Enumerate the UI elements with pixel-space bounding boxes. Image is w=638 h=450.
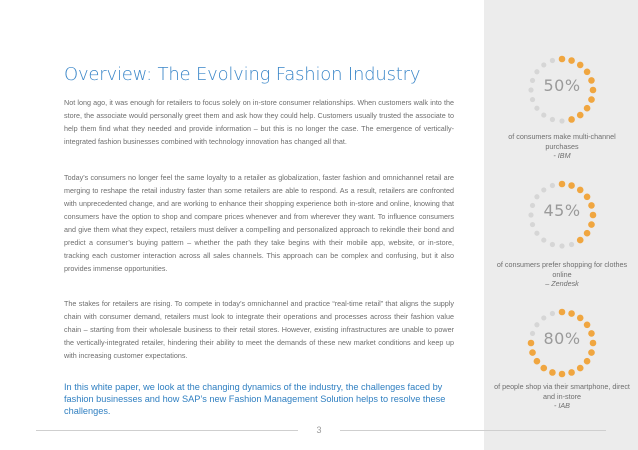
ring-dot-filled bbox=[584, 105, 591, 112]
ring-dot-filled bbox=[577, 237, 584, 244]
body-paragraph-2: Today’s consumers no longer feel the same loyalty to a retailer as globalization, faster fashion and omnichannel retail are merging to reshape the retail industry faster than some retailers are able to respond. As a result, retailers are confronted with unprecedented change, and are working to enhance their shopping experience both in-store and online, knowing that consumers have the option to shop and compare prices whenever and from wherever they want. To influence consumers and give them what they expect, retailers must deliver a compelling and personalized approach to rekindle their bond and predict a consumer’s buying pattern – whether the path they take begins with their mobile app, website, or in-store, tracking each customer interaction across all sales channels. This approach can be complex and confusing, but it also provides immense opportunities. bbox=[64, 173, 454, 273]
page-title: Overview: The Evolving Fashion Industry bbox=[64, 64, 421, 85]
page-number: 3 bbox=[316, 425, 322, 435]
ring-dot-filled bbox=[577, 62, 584, 69]
ring-dot-empty bbox=[550, 311, 555, 316]
ring-dot-empty bbox=[534, 106, 539, 111]
ring-dot-filled bbox=[549, 369, 556, 376]
ring-dot-filled bbox=[577, 315, 584, 322]
stat-caption-text: of consumers prefer shopping for clothes online bbox=[496, 260, 628, 279]
ring-dot-empty bbox=[541, 315, 546, 320]
ring-dot-filled bbox=[568, 369, 575, 376]
ring-dot-filled bbox=[559, 181, 566, 188]
ring-dot-filled bbox=[568, 182, 575, 189]
ring-dot-filled bbox=[559, 371, 566, 378]
ring-dot-filled bbox=[568, 57, 575, 64]
ring-dot-empty bbox=[541, 237, 546, 242]
progress-ring bbox=[524, 52, 600, 128]
ring-dot-empty bbox=[559, 243, 564, 248]
ring-dot-filled bbox=[529, 349, 536, 356]
ring-dot-filled bbox=[584, 321, 591, 328]
ring-dot-filled bbox=[588, 349, 595, 356]
ring-dot-empty bbox=[534, 322, 539, 327]
ring-dot-filled bbox=[559, 309, 566, 316]
ring-dot-filled bbox=[588, 221, 595, 228]
ring-dot-filled bbox=[584, 230, 591, 237]
ring-dot-empty bbox=[530, 222, 535, 227]
ring-dot-filled bbox=[588, 96, 595, 103]
stat-source: - IAB bbox=[554, 401, 570, 410]
ring-dot-filled bbox=[540, 365, 547, 372]
ring-dot-empty bbox=[530, 97, 535, 102]
ring-dot-empty bbox=[541, 112, 546, 117]
stat-source: - IBM bbox=[553, 151, 571, 160]
body-paragraph-3: The stakes for retailers are rising. To compete in today’s omnichannel and practice “real-time retail” that aligns the supply chain with consumer demand, retailers must look to integrate their operations and processes across their fashion value chain – starting from their wholesale business to their retail stores. However, existing infrastructures are unable to power the vertically-integrated retailer, hindering their ability to meet the demands of these new market conditions and keep up with increasing customer expectations. bbox=[64, 299, 454, 360]
stat-caption bbox=[492, 382, 632, 411]
footer-rule-left bbox=[36, 430, 298, 431]
progress-ring bbox=[524, 305, 600, 381]
ring-dot-empty bbox=[559, 118, 564, 123]
footer-rule-right bbox=[340, 430, 606, 431]
ring-dot-empty bbox=[534, 231, 539, 236]
ring-dot-empty bbox=[541, 187, 546, 192]
ring-dot-filled bbox=[584, 68, 591, 75]
ring-dot-filled bbox=[584, 358, 591, 365]
stat-value: 80% bbox=[543, 329, 581, 348]
ring-dot-filled bbox=[534, 358, 541, 365]
ring-dot-filled bbox=[568, 116, 575, 123]
ring-dot-filled bbox=[577, 112, 584, 119]
ring-dot-filled bbox=[584, 193, 591, 200]
stat-caption bbox=[492, 132, 632, 161]
stat-source: – Zendesk bbox=[545, 279, 579, 288]
stat-caption-text: of consumers make multi-channel purchases bbox=[508, 132, 616, 151]
ring-dot-empty bbox=[534, 69, 539, 74]
ring-dot-empty bbox=[569, 242, 574, 247]
ring-dot-empty bbox=[550, 117, 555, 122]
body-paragraph-1: Not long ago, it was enough for retailers to focus solely on in-store consumer relationships. When customers walk into the store, the associate would personally greet them and ask how they could help. Customers usually trusted the associate to help them find what they needed and provide information – but this is no longer the case. The emergence of vertically-integrated fashion businesses combined with technology innovation has changed all that. bbox=[64, 98, 454, 146]
stat-value: 50% bbox=[543, 76, 581, 95]
ring-dot-empty bbox=[550, 58, 555, 63]
ring-dot-filled bbox=[577, 187, 584, 194]
ring-dot-empty bbox=[550, 183, 555, 188]
ring-dot-empty bbox=[534, 194, 539, 199]
ring-dot-filled bbox=[559, 56, 566, 63]
ring-dot-filled bbox=[568, 310, 575, 317]
stat-caption bbox=[492, 260, 632, 289]
stat-value: 45% bbox=[543, 201, 581, 220]
ring-dot-empty bbox=[541, 62, 546, 67]
ring-dot-empty bbox=[550, 242, 555, 247]
highlight-paragraph: In this white paper, we look at the changing dynamics of the industry, the challenges faced by fashion businesses and how SAP’s new Fashion Management Solution helps to resolve these challenges. bbox=[64, 382, 446, 416]
progress-ring bbox=[524, 177, 600, 253]
ring-dot-filled bbox=[577, 365, 584, 372]
stat-caption-text: of people shop via their smartphone, direct and in-store bbox=[494, 382, 630, 401]
